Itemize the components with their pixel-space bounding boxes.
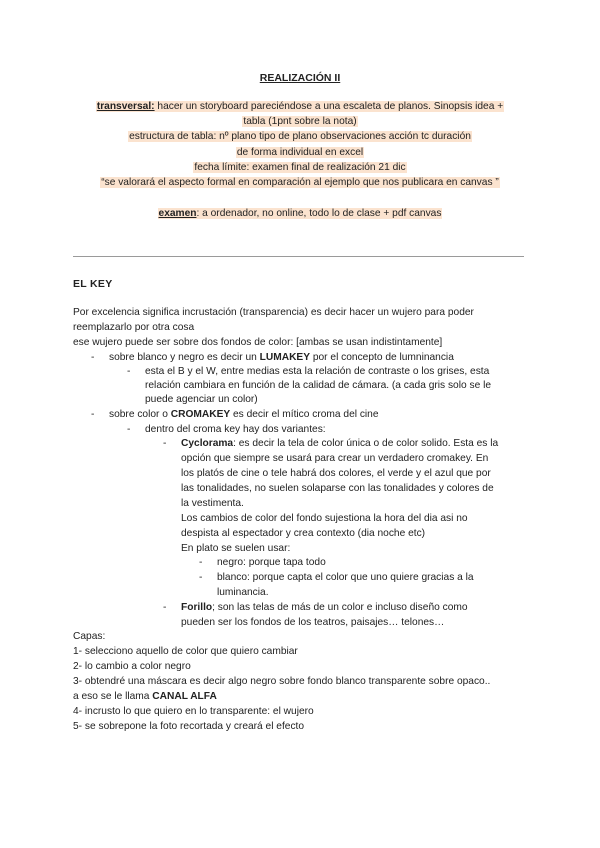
cyclorama-line-2: opción que siempre se usará para crear un verdadero cromakey. En: [181, 453, 489, 464]
transversal-label: transversal:: [96, 101, 155, 112]
step-1: 1- selecciono aquello de color que quiero cambiar: [73, 646, 298, 657]
bullet-dash: -: [91, 352, 95, 363]
croma-variants-line: dentro del croma key hay dos variantes:: [145, 424, 326, 435]
lumakey-sub-line-1: esta el B y el W, entre medias esta la relación de contraste o los grises, esta: [145, 366, 490, 377]
step-2: 2- lo cambio a color negro: [73, 661, 191, 672]
bullet-dash: -: [127, 424, 131, 435]
step-3: 3- obtendré una máscara es decir algo negro sobre fondo blanco transparente sobre opaco..: [73, 676, 491, 687]
bullet-dash: -: [199, 557, 203, 568]
exam-note-line: examen: a ordenador, no online, todo lo de clase + pdf canvas: [158, 208, 442, 219]
layers-heading: Capas:: [73, 631, 106, 642]
intro-line-1: Por excelencia significa incrustación (transparencia) es decir hacer un wujero para poder: [73, 307, 474, 318]
bullet-dash: -: [91, 409, 95, 420]
section-divider: [73, 256, 524, 257]
forillo-line-1: Forillo; son las telas de más de un color e incluso diseño como: [181, 602, 468, 613]
cyclorama-line-1: Cyclorama: es decir la tela de color única o de color solido. Esta es la: [181, 438, 499, 449]
cyclorama-line-5: la vestimenta.: [181, 498, 244, 509]
black-item: negro: porque tapa todo: [217, 557, 326, 568]
page-title: REALIZACIÓN II: [259, 72, 341, 84]
cromakey-item: sobre color o CROMAKEY es decir el mítico croma del cine: [109, 409, 379, 420]
bullet-dash: -: [163, 438, 167, 449]
table-structure-line-2: de forma individual en excel: [236, 147, 364, 158]
intro-line-3: ese wujero puede ser sobre dos fondos de color: [ambas se usan indistintamente]: [73, 337, 443, 348]
exam-label: examen: [158, 208, 197, 219]
lumakey-sub-line-2: relación cambiara en función de la calidad de cámara. (a cada gris solo se le: [145, 380, 492, 391]
step-3-continued: a eso se le llama CANAL ALFA: [73, 691, 217, 702]
cyclorama-line-8: En plato se suelen usar:: [181, 543, 291, 554]
transversal-note-line-1: transversal: hacer un storyboard pareciéndose a una escaleta de planos. Sinopsis idea +: [96, 101, 504, 112]
lumakey-item: sobre blanco y negro es decir un LUMAKEY por el concepto de lumninancia: [109, 352, 454, 363]
section-heading: EL KEY: [73, 278, 113, 290]
cyclorama-line-4: las tonalidades, no suelen solaparse con las tonalidades y colores de: [181, 483, 494, 494]
cyclorama-line-6: Los cambios de color del fondo sujestiona la hora del dia asi no: [181, 513, 468, 524]
deadline-line: fecha límite: examen final de realización 21 dic: [194, 162, 406, 173]
cyclorama-line-3: los platós de cine o tele habrá dos colores, el verde y el azul que por: [181, 468, 491, 479]
lumakey-sub-line-3: puede agenciar un color): [145, 394, 258, 405]
intro-line-2: reemplazarlo por otra cosa: [73, 322, 195, 333]
bullet-dash: -: [199, 572, 203, 583]
step-5: 5- se sobrepone la foto recortada y creará el efecto: [73, 721, 305, 732]
bullet-dash: -: [163, 602, 167, 613]
forillo-line-2: pueden ser los fondos de los teatros, paisajes… telones…: [181, 617, 445, 628]
white-item-line-2: luminancia.: [217, 587, 269, 598]
step-4: 4- incrusto lo que quiero en lo transparente: el wujero: [73, 706, 314, 717]
grading-note-line: “se valorará el aspecto formal en comparación al ejemplo que nos publicara en canvas ”: [101, 177, 499, 188]
white-item-line-1: blanco: porque capta el color que uno quiere gracias a la: [217, 572, 474, 583]
transversal-note-line-2: tabla (1pnt sobre la nota): [243, 116, 357, 127]
table-structure-line-1: estructura de tabla: nº plano tipo de plano observaciones acción tc duración: [129, 131, 471, 142]
cyclorama-line-7: despista al espectador y crea contexto (dia noche etc): [181, 528, 426, 539]
bullet-dash: -: [127, 366, 131, 377]
